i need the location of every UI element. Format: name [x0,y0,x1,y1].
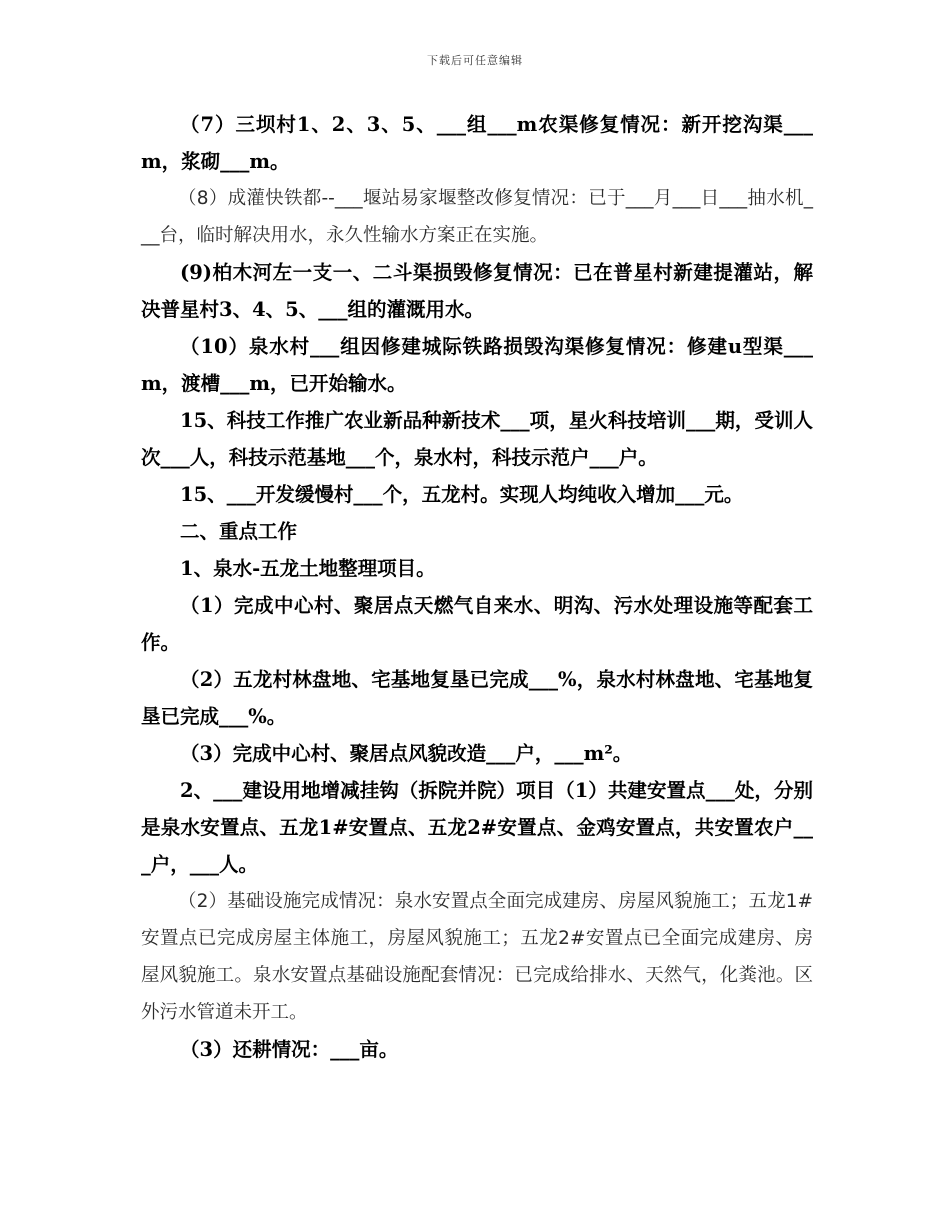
paragraph-infrastructure: （2）基础设施完成情况：泉水安置点全面完成建房、房屋风貌施工；五龙1#安置点已完成房屋主体施工，房屋风貌施工；五龙2#安置点已全面完成建房、房屋风貌施工。泉水安置点基础设施配套情况：已完成给排水、天然气，化粪池。区外污水管道未开工。 [141,891,813,1023]
paragraph-item-7: （7）三坝村1、2、3、5、___组___m农渠修复情况：新开挖沟渠___m，浆砌___m。 [141,113,813,173]
paragraph-land-project-3: （3）完成中心村、聚居点风貌改造___户，___m²。 [180,742,633,765]
page-header: 下载后可任意编辑 [427,54,523,67]
paragraph-tech-promotion: 15、科技工作推广农业新品种新技术___项，星火科技培训___期，受训人次___人，科技示范基地___个，泉水村，科技示范户___户。 [141,409,813,469]
paragraph-land-project-1: （1）完成中心村、聚居点天燃气自来水、明沟、污水处理设施等配套工作。 [141,594,813,654]
section-heading-key-work: 二、重点工作 [180,520,298,543]
paragraph-land-project: 1、泉水-五龙土地整理项目。 [180,557,436,580]
paragraph-land-project-2: （2）五龙村林盘地、宅基地复垦已完成___%，泉水村林盘地、宅基地复垦已完成___%。 [141,668,813,728]
paragraph-item-10: （10）泉水村___组因修建城际铁路损毁沟渠修复情况：修建u型渠___m，渡槽___m，已开始输水。 [141,335,813,395]
paragraph-resettlement-project: 2、___建设用地增减挂钩（拆院并院）项目（1）共建安置点___处，分别是泉水安置点、五龙1#安置点、五龙2#安置点、金鸡安置点，共安置农户___户，___人。 [141,779,813,876]
paragraph-development: 15、___开发缓慢村___个，五龙村。实现人均纯收入增加___元。 [180,483,744,506]
paragraph-item-9: (9)柏木河左一支一、二斗渠损毁修复情况：已在普星村新建提灌站，解决普星村3、4、5、___组的灌溉用水。 [141,261,813,321]
document-body [141,106,813,1068]
paragraph-item-8: （8）成灌快铁都--___堰站易家堰整改修复情况：已于___月___日___抽水机___台，临时解决用水，永久性输水方案正在实施。 [141,188,813,246]
paragraph-farmland-return: （3）还耕情况：___亩。 [180,1038,399,1061]
